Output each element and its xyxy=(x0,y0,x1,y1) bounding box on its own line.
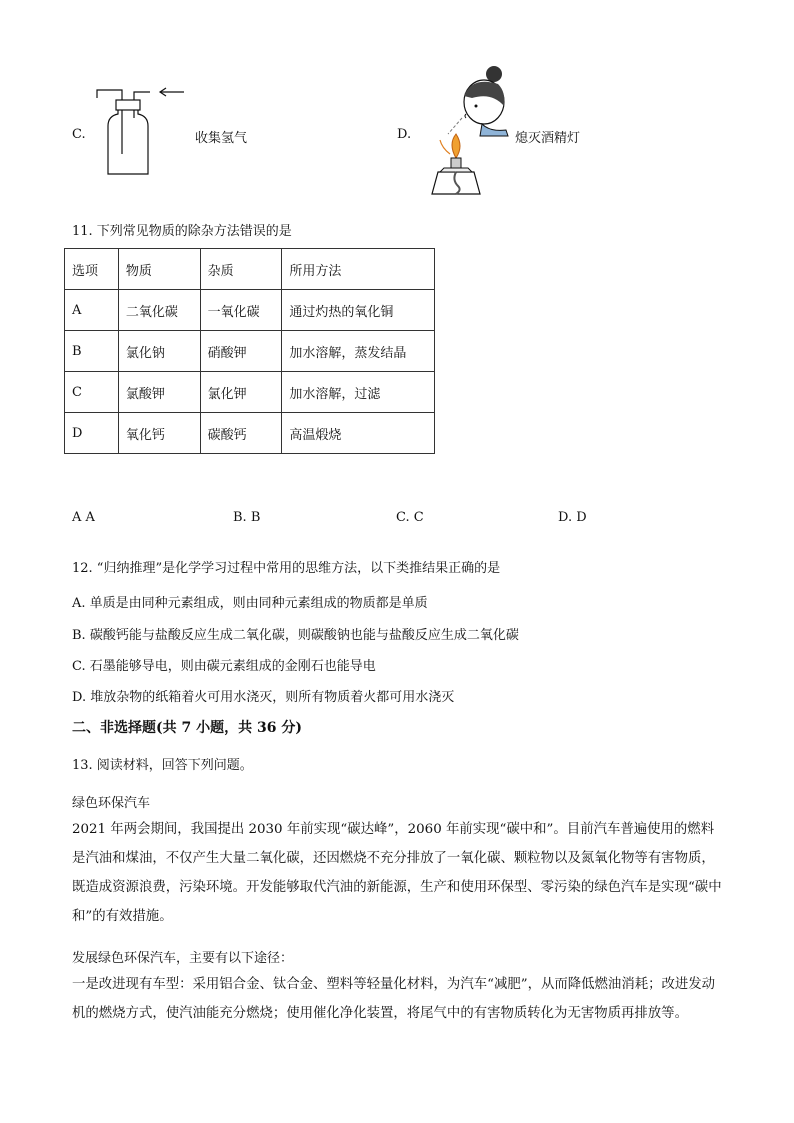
option-d-text: 熄灭酒精灯 xyxy=(515,131,581,146)
table-cell: 氯化钠 xyxy=(118,331,200,372)
table-header: 选项 xyxy=(65,249,119,290)
q13-paragraph-3: 一是改进现有车型：采用铝合金、钛合金、塑料等轻量化材料，为汽车“减肥”，从而降低燃油消耗；改进发动机的燃烧方式，使汽油能充分燃烧；使用催化净化装置，将尾气中的有害物质转化为无害物质再排放等。 xyxy=(72,977,716,1021)
table-cell: D xyxy=(65,413,119,454)
q13-title: 绿色环保汽车 xyxy=(72,796,151,811)
q13-paragraph-1: 2021 年两会期间，我国提出 2030 年前实现“碳达峰”，2060 年前实现“碳中和”。目前汽车普遍使用的燃料是汽油和煤油，不仅产生大量二氧化碳，还因燃烧不充分排放了一氧化碳、颗粒物以及氮氧化物等有害物质，既造成资源浪费，污染环境。开发能够取代汽油的新能源，生产和使用环保型、零污染的绿色汽车是实现“碳中和”的有效措施。 xyxy=(72,822,722,924)
table-cell: 氯化钾 xyxy=(200,372,282,413)
table-cell: 一氧化碳 xyxy=(200,290,282,331)
table-header-row xyxy=(65,249,435,290)
table-cell: 通过灼热的氧化铜 xyxy=(282,290,435,331)
option-c-text: 收集氢气 xyxy=(195,131,248,146)
table-header: 所用方法 xyxy=(282,249,435,290)
table-cell: 碳酸钙 xyxy=(200,413,282,454)
table-cell: 加水溶解，过滤 xyxy=(282,372,435,413)
blow-out-alcohol-lamp-figure xyxy=(420,62,520,202)
table-cell: 二氧化碳 xyxy=(118,290,200,331)
gas-collection-bottle-figure xyxy=(92,84,192,180)
option-d-label: D. xyxy=(397,127,412,142)
table-cell: 氯酸钾 xyxy=(118,372,200,413)
table-cell: 硝酸钾 xyxy=(200,331,282,372)
q11-stem: 11. 下列常见物质的除杂方法错误的是 xyxy=(72,224,292,239)
table-cell: B xyxy=(65,331,119,372)
option-c-label: C. xyxy=(72,127,86,142)
table-cell: 氧化钙 xyxy=(118,413,200,454)
q12-option-d: D. 堆放杂物的纸箱着火可用水浇灭，则所有物质着火都可用水浇灭 xyxy=(72,690,455,705)
q12-option-a: A. 单质是由同种元素组成，则由同种元素组成的物质都是单质 xyxy=(72,596,428,611)
table-header: 杂质 xyxy=(200,249,282,290)
table-row xyxy=(65,331,435,372)
q11-choice-d: D. D xyxy=(558,510,587,525)
table-row xyxy=(65,290,435,331)
table-cell: A xyxy=(65,290,119,331)
table-row xyxy=(65,372,435,413)
q11-choice-a: A A xyxy=(72,510,95,525)
table-header: 物质 xyxy=(118,249,200,290)
q12-stem: 12. “归纳推理”是化学学习过程中常用的思维方法，以下类推结果正确的是 xyxy=(72,561,501,576)
table-cell: 加水溶解，蒸发结晶 xyxy=(282,331,435,372)
table-row xyxy=(65,413,435,454)
table-cell: C xyxy=(65,372,119,413)
q11-choice-c: C. C xyxy=(396,510,424,525)
q13-stem: 13. 阅读材料，回答下列问题。 xyxy=(72,758,253,773)
q12-option-b: B. 碳酸钙能与盐酸反应生成二氧化碳，则碳酸钠也能与盐酸反应生成二氧化碳 xyxy=(72,628,519,643)
section-heading: 二、非选择题(共 7 小题，共 36 分) xyxy=(72,720,302,736)
q11-table xyxy=(64,248,435,454)
q12-option-c: C. 石墨能够导电，则由碳元素组成的金刚石也能导电 xyxy=(72,659,376,674)
table-cell: 高温煅烧 xyxy=(282,413,435,454)
q13-paragraph-2: 发展绿色环保汽车，主要有以下途径： xyxy=(72,951,294,966)
q11-choice-b: B. B xyxy=(233,510,261,525)
